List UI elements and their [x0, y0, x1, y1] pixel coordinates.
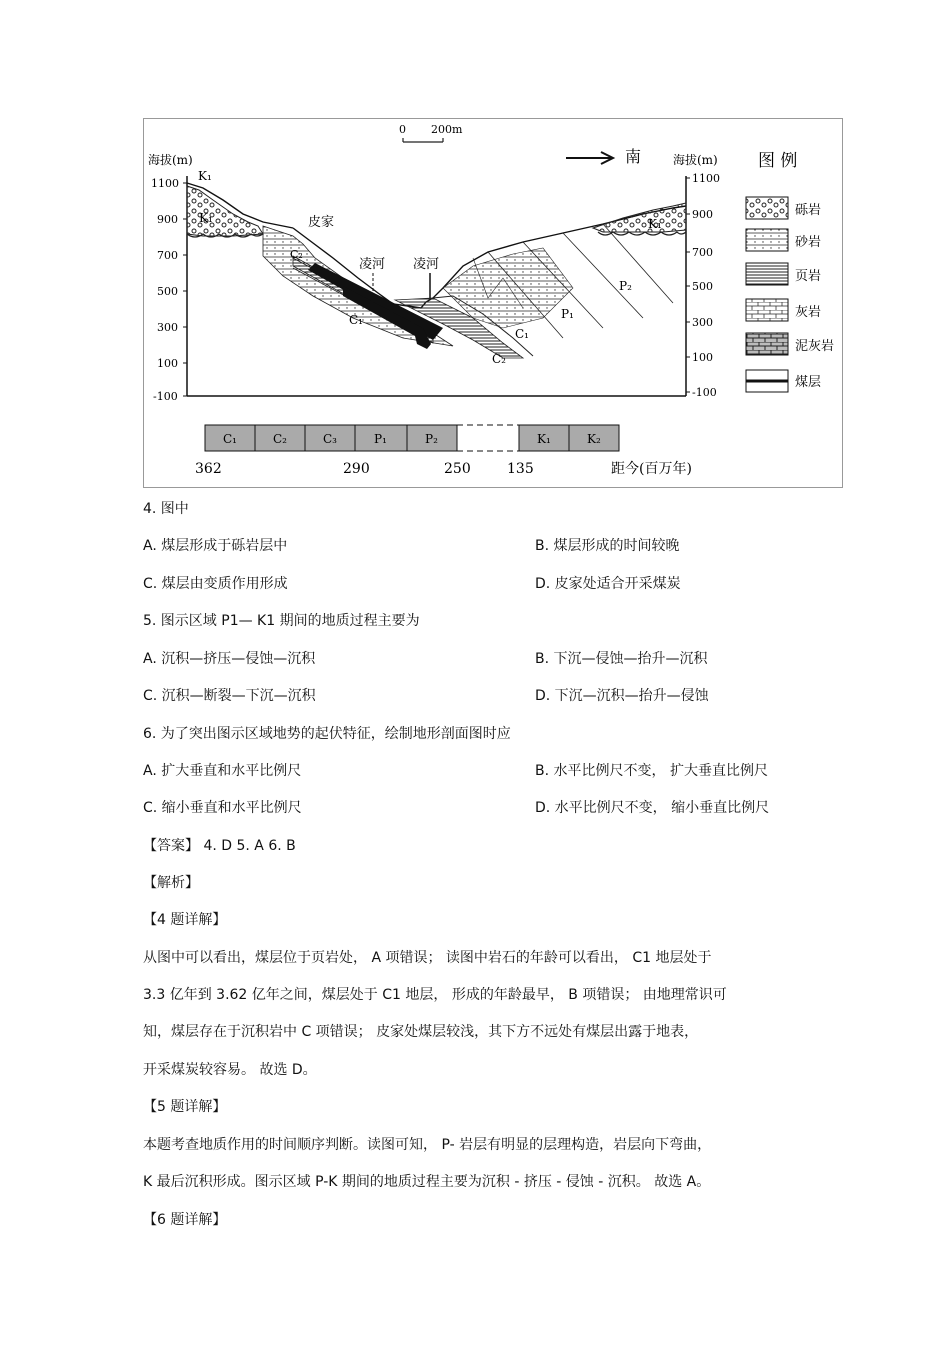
direction-label: 南 [625, 147, 642, 166]
q4-stem: 4. 图中 [143, 501, 189, 517]
legend-label: 泥灰岩 [795, 339, 835, 354]
bedding-line [563, 233, 643, 318]
right-tick-label: 1100 [692, 172, 720, 185]
place-label-pijia: 皮家 [308, 215, 335, 230]
geologic-cross-section-figure [143, 118, 843, 488]
stratum-label-k1-mid: K₁ [199, 211, 213, 225]
legend-item-conglomerate [746, 197, 821, 219]
detail4-line: 3.3 亿年到 3.62 亿年之间，煤层处于 C1 地层， 形成的年龄最早， B 项错误； 由地理常识可 [143, 987, 727, 1003]
right-tick-label: 500 [692, 280, 713, 293]
stratum-label-k1-top: K₁ [198, 169, 212, 183]
q5-option-b: B. 下沉—侵蚀—抬升—沉积 [535, 651, 708, 667]
legend-label: 煤层 [795, 375, 822, 390]
left-tick-label: 100 [157, 357, 178, 370]
river-label-1: 凌河 [359, 257, 386, 272]
legend-title: 图 例 [758, 151, 798, 171]
left-axis-title: 海拔(m) [148, 153, 193, 167]
timeline-unit: 距今(百万年) [611, 461, 692, 477]
left-tick-label: 900 [157, 213, 178, 226]
left-tick-label: 500 [157, 285, 178, 298]
right-axis-title: 海拔(m) [673, 153, 718, 167]
detail4-line: 知，煤层存在于沉积岩中 C 项错误； 皮家处煤层较浅，其下方不远处有煤层出露于地表， [143, 1024, 699, 1040]
timeline-box-label: P₂ [425, 432, 438, 446]
detail6-heading: 【6 题详解】 [143, 1212, 227, 1228]
answer-line: 【答案】 4. D 5. A 6. B [143, 838, 296, 854]
left-tick-label: 700 [157, 249, 178, 262]
left-tick-label: 1100 [151, 177, 179, 190]
legend-item-marl [746, 333, 834, 355]
legend-label: 页岩 [795, 269, 822, 284]
detail4-line: 开采煤炭较容易。 故选 D。 [143, 1062, 317, 1078]
detail4-line: 从图中可以看出，煤层位于页岩处， A 项错误； 读图中岩石的年龄可以看出， C1 地层处于 [143, 950, 712, 966]
timeline-box-label: P₁ [374, 432, 387, 446]
q4-option-d: D. 皮家处适合开采煤炭 [535, 576, 681, 592]
q5-stem: 5. 图示区域 P1— K1 期间的地质过程主要为 [143, 613, 420, 629]
q6-stem: 6. 为了突出图示区域地势的起伏特征，绘制地形剖面图时应 [143, 726, 511, 742]
legend-item-coal-seam [746, 370, 821, 392]
timeline-box-label: C₂ [273, 432, 287, 446]
right-tick-label: 700 [692, 246, 713, 259]
timeline-box-label: K₁ [537, 432, 551, 446]
detail4-heading: 【4 题详解】 [143, 912, 227, 928]
legend-item-sandstone [746, 229, 821, 251]
stratum-label-p1: P₁ [561, 307, 574, 321]
timeline-age: 135 [507, 461, 534, 477]
legend-label: 砾岩 [795, 203, 822, 218]
left-axis [183, 176, 686, 396]
right-tick-label: 900 [692, 208, 713, 221]
scale-label-200: 200m [431, 123, 463, 136]
scale-label-0: 0 [399, 123, 406, 136]
timeline-box-label: C₁ [223, 432, 237, 446]
q5-option-a: A. 沉积—挤压—侵蚀—沉积 [143, 651, 316, 667]
q6-option-d: D. 水平比例尺不变， 缩小垂直比例尺 [535, 800, 770, 816]
stratum-label-c1-mid: C₁ [515, 327, 529, 341]
q6-option-c: C. 缩小垂直和水平比例尺 [143, 800, 302, 816]
q4-option-c: C. 煤层由变质作用形成 [143, 576, 288, 592]
timeline-age: 250 [444, 461, 471, 477]
geologic-timeline [205, 425, 619, 451]
q5-option-c: C. 沉积—断裂—下沉—沉积 [143, 688, 316, 704]
timeline-box-label: C₃ [323, 432, 337, 446]
q6-option-a: A. 扩大垂直和水平比例尺 [143, 763, 302, 779]
timeline-age: 290 [343, 461, 370, 477]
k1-right-conglomerate [593, 203, 686, 232]
q4-option-b: B. 煤层形成的时间较晚 [535, 538, 680, 554]
stratum-label-c2-mid: C₂ [492, 352, 506, 366]
timeline-box-label: K₂ [587, 432, 601, 446]
legend-item-limestone [746, 299, 821, 321]
detail5-line: 本题考查地质作用的时间顺序判断。读图可知， P- 岩层有明显的层理构造，岩层向下弯曲， [143, 1137, 712, 1153]
q6-option-b: B. 水平比例尺不变， 扩大垂直比例尺 [535, 763, 768, 779]
legend-label: 灰岩 [795, 305, 822, 320]
right-axis [686, 176, 690, 396]
q4-option-a: A. 煤层形成于砾岩层中 [143, 538, 288, 554]
q5-option-d: D. 下沉—沉积—抬升—侵蚀 [535, 688, 709, 704]
right-tick-label: -100 [692, 386, 717, 399]
right-tick-label: 100 [692, 351, 713, 364]
timeline-age: 362 [195, 461, 222, 477]
legend-item-shale [746, 263, 821, 285]
south-arrow-icon [566, 152, 613, 164]
stratum-label-c1-left: C₁ [349, 313, 363, 327]
left-tick-label: 300 [157, 321, 178, 334]
left-tick-label: -100 [153, 390, 178, 403]
scale-bar [399, 123, 463, 142]
legend-label: 砂岩 [795, 235, 822, 250]
right-tick-label: 300 [692, 316, 713, 329]
detail5-line: K 最后沉积形成。图示区域 P-K 期间的地质过程主要为沉积 - 挤压 - 侵蚀 - 沉积。 故选 A。 [143, 1174, 711, 1190]
analysis-heading: 【解析】 [143, 875, 199, 891]
stratum-label-c2-left: C₂ [290, 248, 303, 261]
detail5-heading: 【5 题详解】 [143, 1099, 227, 1115]
river-label-2: 凌河 [413, 257, 440, 272]
bedding-line [603, 224, 673, 303]
stratum-label-p2: P₂ [619, 279, 632, 293]
stratum-label-k1-right: K₁ [648, 217, 662, 231]
